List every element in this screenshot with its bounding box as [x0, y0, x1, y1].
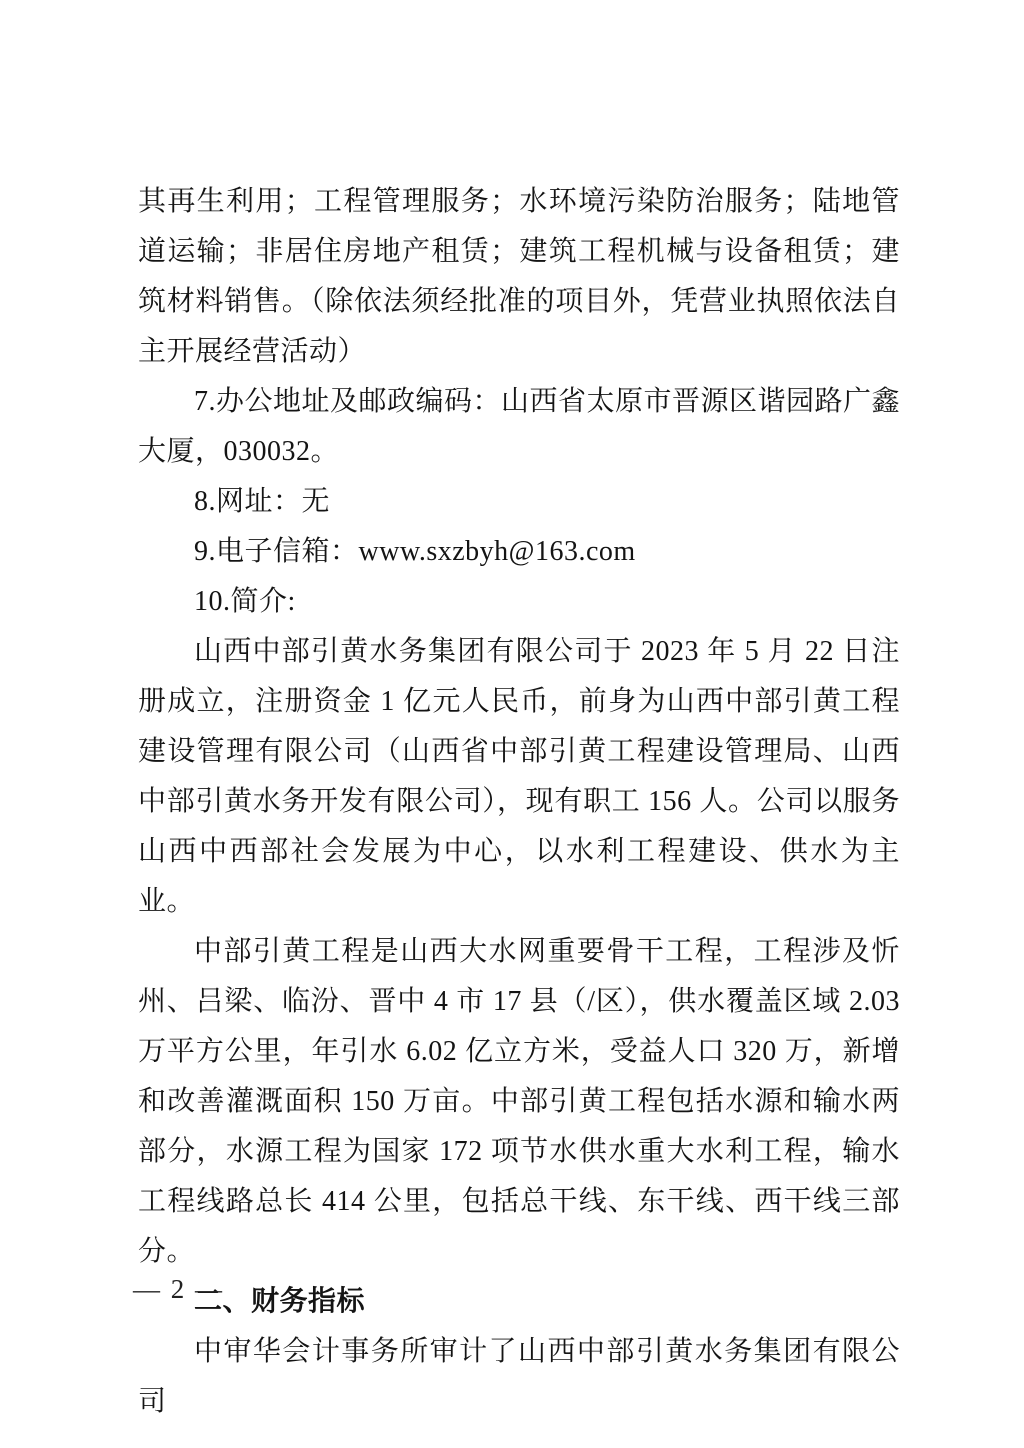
paragraph-company-intro: 山西中部引黄水务集团有限公司于 2023 年 5 月 22 日注册成立，注册资金 1 亿元人民币，前身为山西中部引黄工程建设管理有限公司（山西省中部引黄工程建设管理局、山西中部引黄水务开发有限公司），现有职工 156 人。公司以服务山西中西部社会发展为中心，以水利工程建设、供水为主业。: [138, 636, 900, 917]
paragraph-project-intro: 中部引黄工程是山西大水网重要骨干工程，工程涉及忻州、吕梁、临汾、晋中 4 市 17 县（/区），供水覆盖区域 2.03 万平方公里，年引水 6.02 亿立方米，受益人口 320 万，新增和改善灌溉面积 150 万亩。中部引黄工程包括水源和输水两部分，水源工程为国家 172 项节水供水重大水利工程，输水工程线路总长 414 公里，包括总干线、东干线、西干线三部分。: [138, 936, 900, 1267]
paragraph-intro-label: 10.简介:: [194, 586, 296, 617]
paragraph-business-scope-continuation: 其再生利用；工程管理服务；水环境污染防治服务；陆地管道运输；非居住房地产租赁；建筑工程机械与设备租赁；建筑材料销售。（除依法须经批准的项目外，凭营业执照依法自主开展经营活动）: [138, 186, 900, 367]
section-heading-financial-indicators: 二、财务指标: [194, 1286, 366, 1317]
paragraph-email: 9.电子信箱：www.sxzbyh@163.com: [194, 536, 636, 567]
paragraph-website: 8.网址：无: [194, 486, 331, 517]
paragraph-office-address: 7.办公地址及邮政编码：山西省太原市晋源区谐园路广鑫大厦，030032。: [138, 386, 901, 467]
paragraph-audit-intro: 中审华会计事务所审计了山西中部引黄水务集团有限公司: [138, 1336, 900, 1417]
page-content: [138, 177, 900, 1427]
page-number: — 2 —: [133, 1274, 224, 1304]
